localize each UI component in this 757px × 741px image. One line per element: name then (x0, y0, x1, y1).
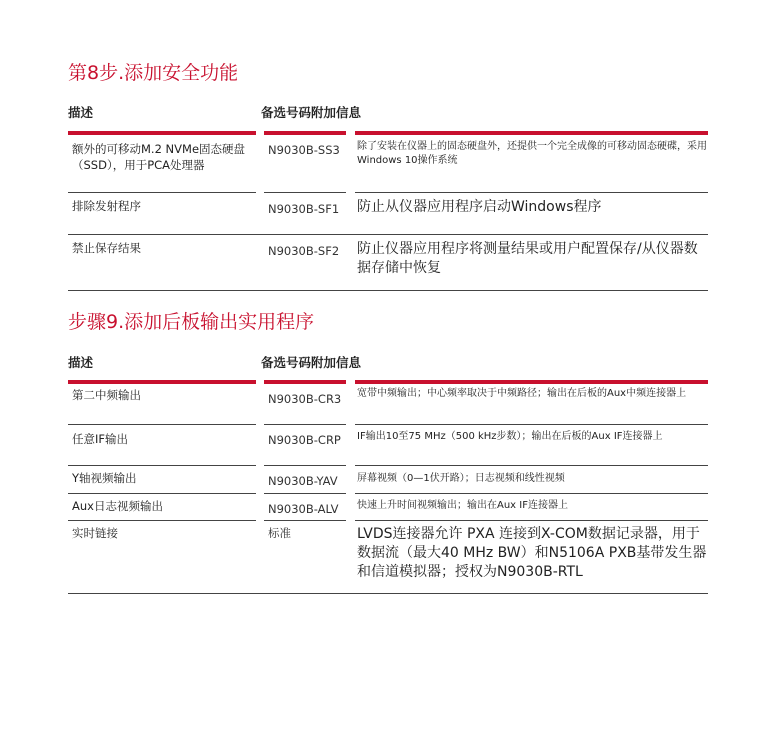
row-option-cell (264, 384, 346, 407)
row-info: 宽带中频输出；中心频率取决于中频路径；输出在后板的Aux中频连接器上 (357, 388, 687, 399)
table-row (68, 425, 708, 466)
row-option-code: N9030B-CR3 (268, 392, 342, 406)
row-info: IF输出10至75 MHz（500 kHz步数）；输出在后板的Aux IF连接器上 (357, 431, 663, 442)
row-info: 除了安装在仪器上的固态硬盘外，还提供一个完全成像的可移动固态硬碟，采用Windows 10操作系统 (357, 141, 707, 166)
table-row (68, 235, 708, 291)
row-description: 实时链接 (72, 526, 118, 540)
row-description-cell (68, 193, 256, 214)
row-option-cell (264, 135, 346, 158)
row-option-cell (264, 425, 346, 448)
row-description: Y轴视频输出 (72, 471, 137, 485)
row-info: 屏幕视频（0—1伏开路）；日志视频和线性视频 (357, 473, 565, 484)
section-9-header (68, 354, 708, 376)
row-option-code: N9030B-SF2 (268, 244, 340, 258)
row-description: 禁止保存结果 (72, 241, 141, 255)
row-description-cell (68, 235, 256, 256)
row-description: Aux日志视频输出 (72, 499, 163, 513)
row-description-cell (68, 521, 256, 541)
row-description-cell (68, 425, 256, 447)
row-description-cell (68, 466, 256, 486)
row-description: 第二中频输出 (72, 388, 141, 402)
row-description: 排除发射程序 (72, 199, 141, 213)
section-9-title: 步骤9.添加后板输出实用程序 (68, 311, 315, 333)
row-option-code: N9030B-ALV (268, 502, 339, 516)
row-description: 任意IF输出 (72, 432, 129, 446)
row-info-cell (355, 135, 708, 168)
row-divider (68, 290, 708, 291)
row-info: 防止从仪器应用程序启动Windows程序 (357, 199, 602, 215)
row-option-cell (264, 193, 346, 217)
column-header-description: 描述 (68, 355, 94, 370)
row-info-cell (355, 193, 708, 217)
row-description-cell (68, 135, 256, 173)
row-description-cell (68, 384, 256, 403)
column-header-option: 备选号码附加信息 (261, 355, 362, 370)
row-info: 防止仪器应用程序将测量结果或用户配置保存/从仪器数据存储中恢复 (357, 241, 698, 276)
row-info-cell (355, 494, 708, 513)
row-info-cell (355, 384, 708, 401)
row-info: LVDS连接器允许 PXA 连接到X-COM数据记录器，用于数据流（最大40 MHz BW）和N5106A PXB基带发生器和信道模拟器；授权为N9030B-RTL (357, 526, 707, 580)
column-header-description: 描述 (68, 105, 94, 120)
table-row (68, 521, 708, 594)
section-8-title: 第8步.添加安全功能 (68, 62, 239, 84)
table-row (68, 494, 708, 521)
row-divider (68, 593, 708, 594)
row-option-cell (264, 521, 346, 541)
table-row (68, 135, 708, 193)
row-description-cell (68, 494, 256, 514)
row-option-code: N9030B-SF1 (268, 202, 340, 216)
row-info-cell (355, 425, 708, 444)
table-row (68, 193, 708, 235)
row-info-cell (355, 466, 708, 486)
table-row (68, 384, 708, 425)
section-8-header (68, 104, 708, 126)
table-row (68, 466, 708, 494)
column-header-option: 备选号码附加信息 (261, 105, 362, 120)
section-8 (68, 60, 708, 291)
row-option-code: N9030B-SS3 (268, 143, 340, 157)
row-option-code: N9030B-CRP (268, 433, 341, 447)
row-info-cell (355, 235, 708, 278)
row-option-code: 标准 (268, 526, 291, 540)
section-9 (68, 309, 708, 594)
row-description: 额外的可移动M.2 NVMe固态硬盘（SSD），用于PCA处理器 (72, 142, 246, 172)
row-info: 快速上升时间视频输出；输出在Aux IF连接器上 (357, 500, 568, 511)
row-option-cell (264, 235, 346, 259)
row-info-cell (355, 521, 708, 582)
row-option-cell (264, 494, 346, 517)
row-option-cell (264, 466, 346, 489)
row-option-code: N9030B-YAV (268, 474, 338, 488)
